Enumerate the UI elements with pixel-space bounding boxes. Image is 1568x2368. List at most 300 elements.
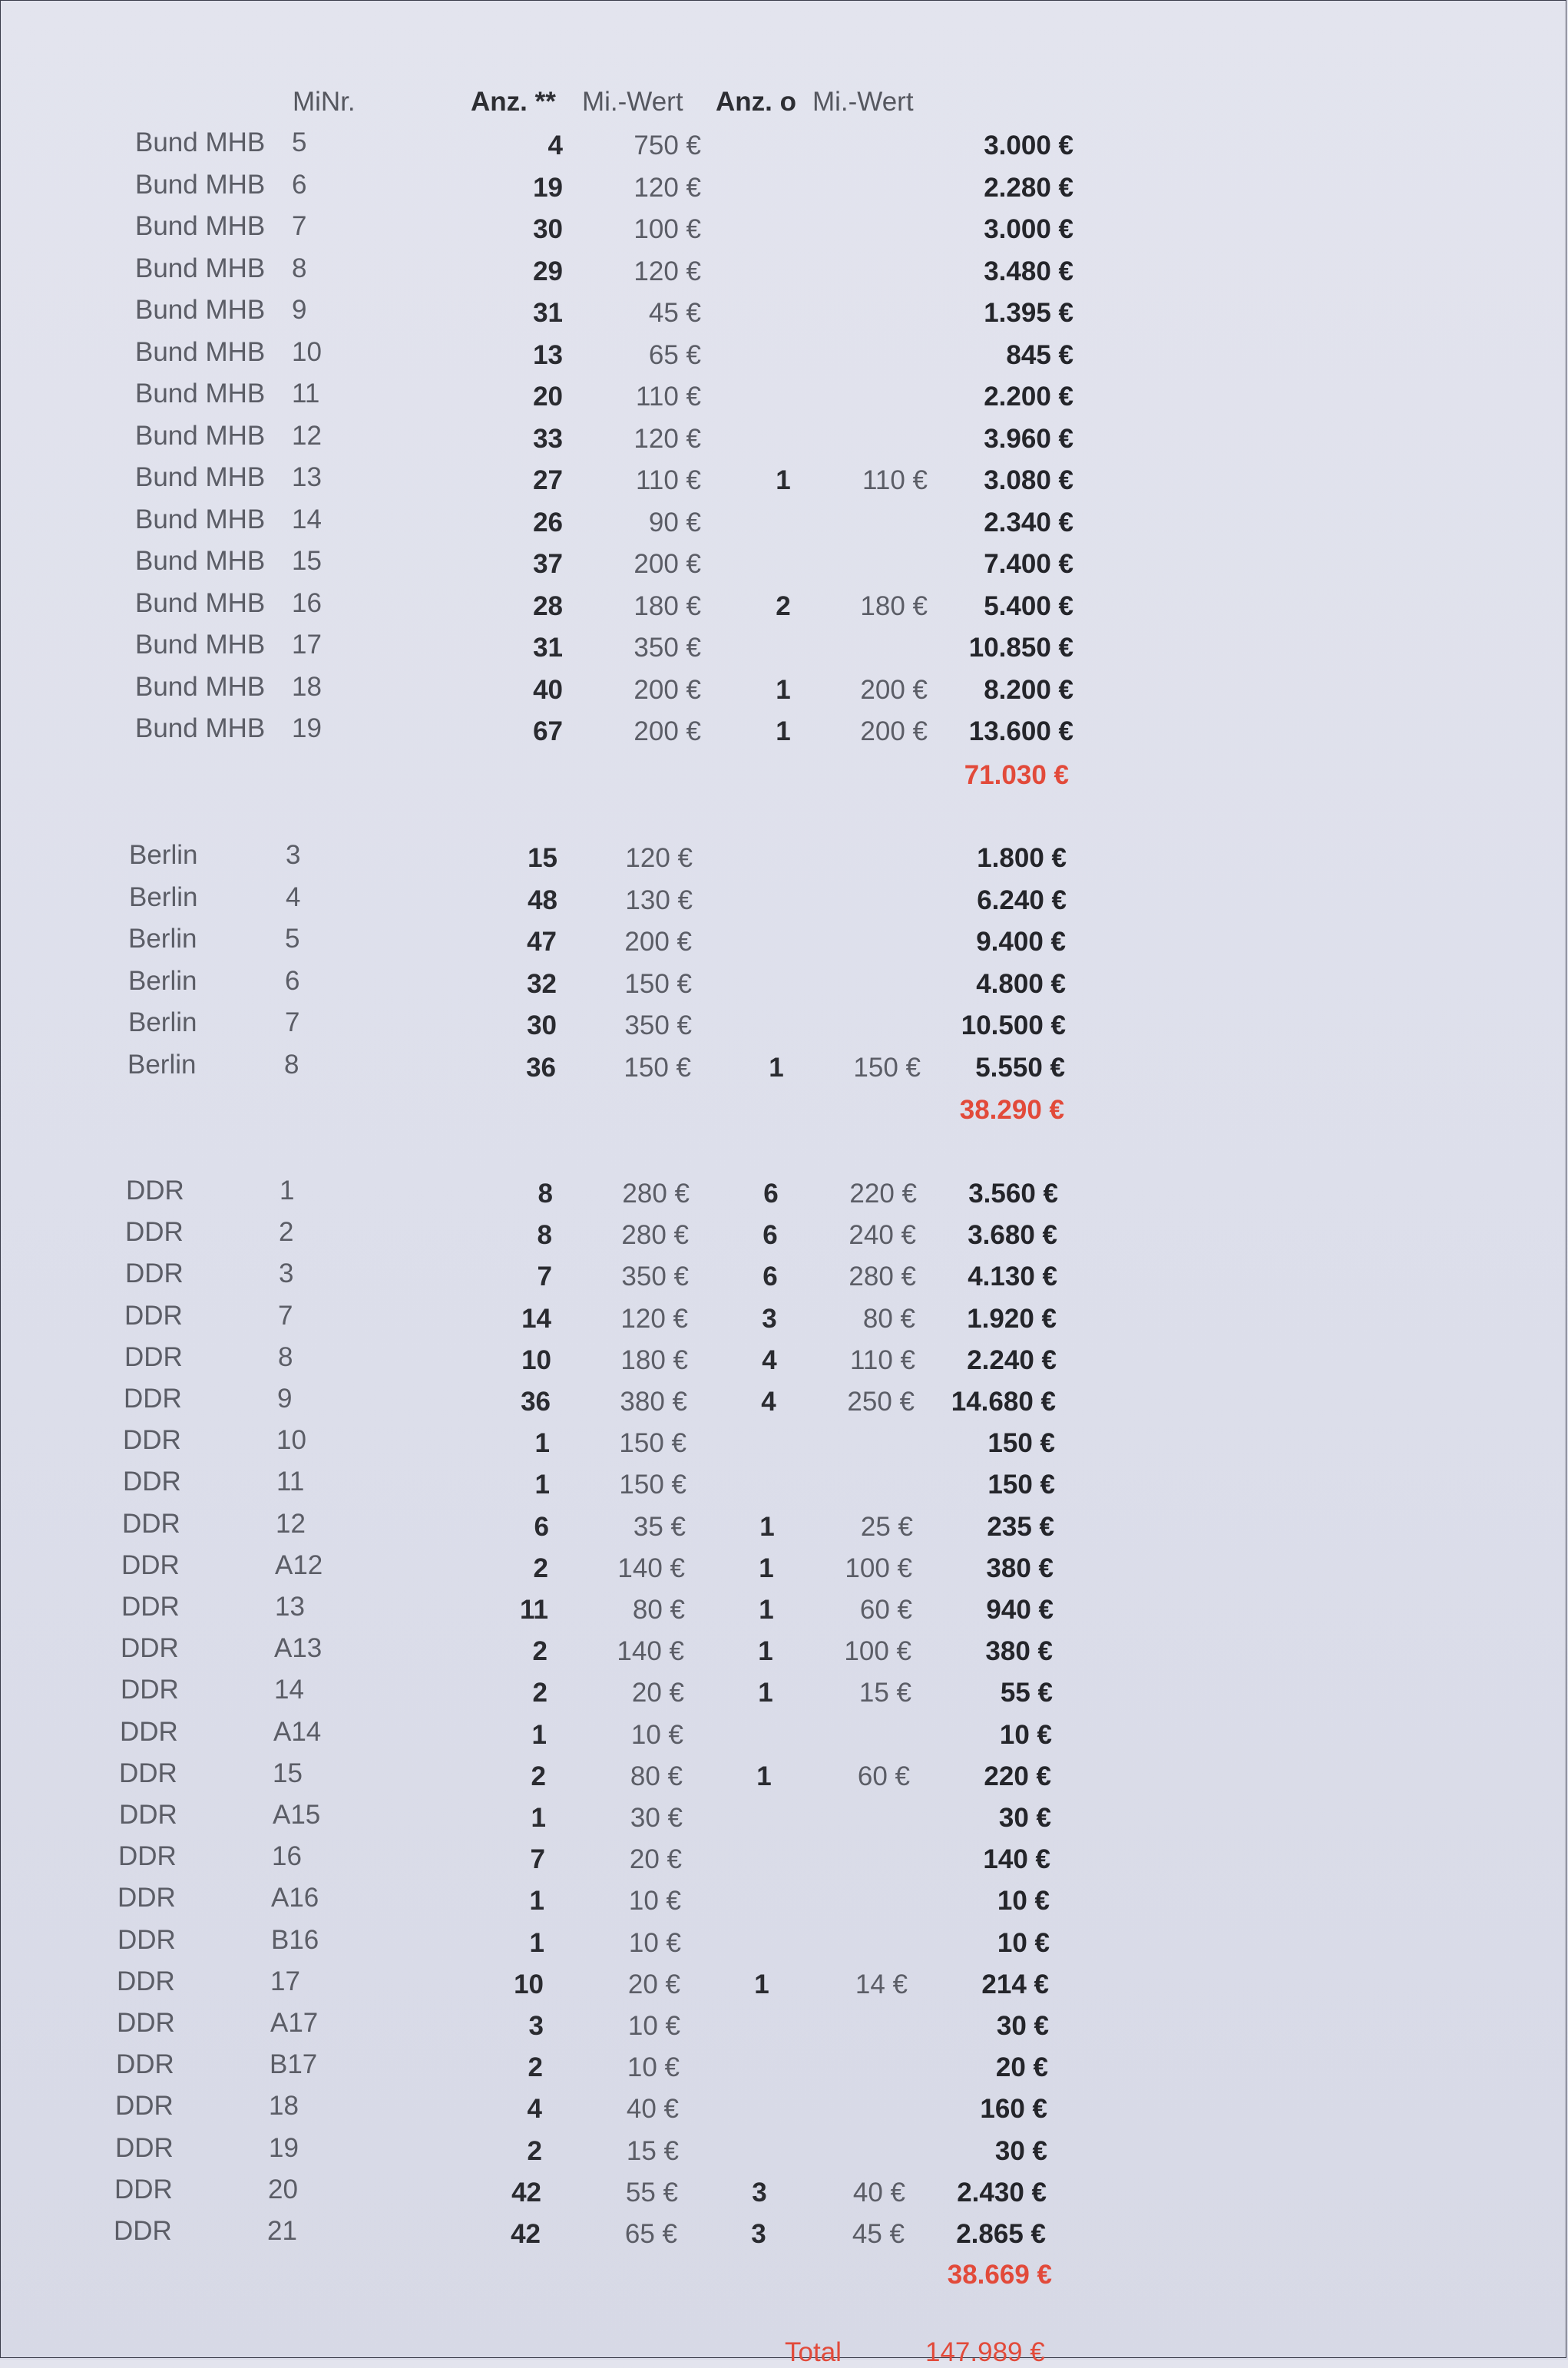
row-minr: 13: [292, 462, 322, 492]
row-total: 2.865 €: [956, 2219, 1046, 2249]
row-minr: 18: [269, 2091, 299, 2121]
row-category: Berlin: [129, 882, 198, 912]
row-total: 1.395 €: [984, 298, 1073, 328]
row-category: Berlin: [129, 840, 198, 870]
row-category: Bund MHB: [135, 127, 266, 157]
row-total: 4.130 €: [968, 1262, 1057, 1291]
row-category: Berlin: [128, 1007, 197, 1037]
row-total: 235 €: [987, 1512, 1054, 1542]
row-mi-wert-2: 14 €: [855, 1969, 908, 1999]
row-anz-postfrisch: 67: [533, 716, 563, 746]
row-mi-wert-2: 110 €: [850, 1345, 915, 1375]
row-mi-wert: 150 €: [624, 1053, 691, 1083]
row-mi-wert: 10 €: [628, 1928, 681, 1958]
row-mi-wert: 180 €: [633, 591, 701, 621]
row-category: Berlin: [128, 924, 197, 954]
row-category: DDR: [125, 1217, 184, 1247]
row-minr: B16: [271, 1925, 319, 1955]
row-mi-wert-2: 200 €: [860, 675, 928, 705]
row-mi-wert: 350 €: [621, 1262, 689, 1291]
row-anz-postfrisch: 13: [533, 340, 563, 370]
table-row: [0, 1839, 1050, 1880]
row-category: Bund MHB: [135, 295, 266, 325]
row-mi-wert-2: 40 €: [852, 2178, 905, 2208]
row-mi-wert-2: 15 €: [858, 1678, 911, 1708]
table-row: [0, 2089, 1047, 2130]
row-anz-gestempelt: 1: [758, 1636, 773, 1666]
row-category: DDR: [126, 1176, 184, 1205]
row-mi-wert: 20 €: [627, 1969, 680, 1999]
row-anz-gestempelt: 4: [761, 1387, 776, 1417]
row-anz-gestempelt: 1: [776, 465, 791, 495]
header-anz-gestempelt: Anz. o: [716, 87, 796, 117]
row-category: DDR: [121, 1675, 179, 1705]
row-anz-postfrisch: 4: [527, 2094, 542, 2124]
row-anz-gestempelt: 6: [762, 1262, 778, 1291]
row-minr: 3: [286, 840, 301, 870]
row-category: DDR: [125, 1258, 184, 1288]
row-minr: 5: [285, 924, 300, 954]
row-total: 10 €: [997, 1886, 1050, 1916]
table-row: [0, 921, 1066, 963]
row-total: 220 €: [984, 1761, 1051, 1791]
row-total: 1.920 €: [967, 1304, 1057, 1334]
row-anz-postfrisch: 3: [528, 2011, 544, 2041]
row-mi-wert: 180 €: [620, 1345, 688, 1375]
row-total: 940 €: [986, 1595, 1054, 1625]
row-total: 214 €: [981, 1969, 1049, 1999]
row-total: 2.240 €: [967, 1345, 1057, 1375]
row-minr: 12: [276, 1509, 306, 1539]
row-minr: A17: [270, 2008, 319, 2038]
row-anz-gestempelt: 3: [762, 1304, 777, 1334]
row-minr: A13: [274, 1633, 323, 1663]
row-minr: 18: [292, 672, 322, 702]
row-minr: 6: [285, 966, 300, 996]
row-minr: 8: [292, 253, 307, 283]
row-total: 20 €: [995, 2052, 1048, 2082]
header-mi-wert: Mi.-Wert: [582, 87, 683, 117]
row-anz-postfrisch: 2: [532, 1678, 547, 1708]
row-total: 4.800 €: [976, 969, 1066, 999]
table-row: [0, 460, 1073, 501]
row-category: Bund MHB: [135, 504, 266, 534]
grand-total-label: Total: [785, 2337, 842, 2367]
table-row: [0, 1923, 1050, 1964]
row-mi-wert-2: 60 €: [859, 1595, 912, 1625]
row-minr: A12: [275, 1550, 323, 1580]
row-total: 30 €: [994, 2136, 1047, 2166]
table-row: [0, 670, 1073, 711]
row-mi-wert-2: 60 €: [857, 1761, 910, 1791]
table-row: [0, 1381, 1056, 1423]
row-anz-postfrisch: 36: [526, 1053, 556, 1083]
row-mi-wert: 90 €: [648, 508, 701, 537]
row-total: 6.240 €: [977, 885, 1067, 915]
row-minr: 7: [292, 211, 307, 241]
row-category: Bund MHB: [135, 630, 266, 660]
table-row: [0, 125, 1073, 167]
row-mi-wert: 80 €: [630, 1761, 683, 1791]
grand-total-value: 147.989 €: [925, 2337, 1045, 2367]
row-category: Bund MHB: [135, 170, 266, 200]
row-total: 10 €: [999, 1720, 1052, 1750]
row-total: 3.680 €: [968, 1220, 1057, 1250]
row-total: 13.600 €: [968, 716, 1073, 746]
row-mi-wert: 110 €: [636, 382, 701, 412]
row-mi-wert-2: 110 €: [862, 465, 928, 495]
row-mi-wert: 45 €: [648, 298, 701, 328]
table-row: [0, 627, 1073, 669]
row-anz-postfrisch: 31: [533, 633, 563, 663]
row-anz-gestempelt: 1: [776, 675, 791, 705]
row-anz-postfrisch: 42: [511, 2219, 541, 2249]
row-mi-wert: 140 €: [617, 1553, 685, 1583]
row-minr: 20: [268, 2175, 298, 2204]
table-row: [0, 1715, 1052, 1756]
row-anz-gestempelt: 1: [759, 1512, 775, 1542]
table-row: [0, 838, 1067, 879]
table-row: [0, 2214, 1046, 2255]
row-mi-wert: 10 €: [627, 2052, 680, 2082]
row-mi-wert: 110 €: [636, 465, 701, 495]
row-mi-wert: 200 €: [633, 716, 701, 746]
row-mi-wert-2: 150 €: [853, 1053, 921, 1083]
row-mi-wert: 120 €: [625, 843, 693, 873]
table-row: [0, 1215, 1057, 1256]
table-row: [0, 1298, 1057, 1340]
row-total: 150 €: [987, 1470, 1055, 1500]
row-mi-wert-2: 45 €: [852, 2219, 905, 2249]
row-mi-wert: 35 €: [633, 1512, 686, 1542]
table-row: [0, 1589, 1054, 1631]
table-row: [0, 251, 1073, 293]
row-category: Bund MHB: [135, 588, 266, 618]
table-row: [0, 711, 1073, 752]
row-minr: 16: [292, 588, 322, 618]
row-anz-gestempelt: 3: [752, 2178, 767, 2208]
row-category: Bund MHB: [135, 253, 266, 283]
row-category: DDR: [124, 1301, 183, 1331]
row-minr: 10: [292, 337, 322, 367]
row-mi-wert: 120 €: [633, 173, 701, 203]
row-category: DDR: [119, 1800, 177, 1830]
row-anz-postfrisch: 2: [527, 2136, 542, 2166]
row-anz-postfrisch: 10: [514, 1969, 544, 1999]
row-anz-postfrisch: 32: [527, 969, 557, 999]
row-category: DDR: [117, 1883, 176, 1913]
row-anz-postfrisch: 2: [532, 1636, 547, 1666]
row-mi-wert: 20 €: [629, 1844, 682, 1874]
section-subtotal: 71.030 €: [964, 760, 1069, 790]
row-anz-postfrisch: 6: [534, 1512, 549, 1542]
row-mi-wert-2: 100 €: [845, 1553, 912, 1583]
row-mi-wert: 150 €: [619, 1470, 686, 1500]
row-mi-wert: 120 €: [620, 1304, 688, 1334]
header-minr: MiNr.: [293, 87, 356, 117]
table-row: [0, 502, 1073, 544]
row-mi-wert: 10 €: [628, 1886, 681, 1916]
row-category: Berlin: [127, 1050, 197, 1080]
row-mi-wert: 130 €: [625, 885, 693, 915]
row-mi-wert-2: 200 €: [860, 716, 928, 746]
row-anz-gestempelt: 1: [754, 1969, 769, 1999]
row-mi-wert: 280 €: [622, 1179, 690, 1209]
row-mi-wert: 40 €: [626, 2094, 679, 2124]
table-row: [0, 2047, 1048, 2089]
row-minr: 5: [292, 127, 307, 157]
row-mi-wert-2: 180 €: [860, 591, 928, 621]
table-row: [0, 1797, 1051, 1839]
row-category: DDR: [121, 1550, 180, 1580]
row-anz-postfrisch: 30: [527, 1010, 557, 1040]
row-total: 2.280 €: [984, 173, 1073, 203]
table-row: [0, 1423, 1055, 1464]
header-anz-postfrisch: Anz. **: [471, 87, 556, 117]
row-anz-postfrisch: 40: [533, 675, 563, 705]
row-mi-wert: 380 €: [620, 1387, 687, 1417]
row-total: 140 €: [983, 1844, 1050, 1874]
row-mi-wert: 10 €: [630, 1720, 683, 1750]
row-anz-gestempelt: 1: [769, 1053, 784, 1083]
row-category: DDR: [123, 1425, 181, 1455]
row-minr: 14: [292, 504, 322, 534]
row-mi-wert: 200 €: [633, 675, 701, 705]
row-mi-wert: 120 €: [633, 256, 701, 286]
row-mi-wert: 20 €: [631, 1678, 684, 1708]
row-total: 2.200 €: [984, 382, 1073, 412]
row-category: DDR: [124, 1342, 183, 1372]
row-minr: A15: [273, 1800, 321, 1830]
row-minr: A16: [271, 1883, 319, 1913]
row-anz-gestempelt: 6: [763, 1179, 779, 1209]
row-category: Bund MHB: [135, 421, 266, 451]
row-total: 10.500 €: [961, 1010, 1066, 1040]
row-total: 5.550 €: [975, 1053, 1065, 1083]
row-total: 3.480 €: [984, 256, 1073, 286]
row-anz-postfrisch: 26: [533, 508, 563, 537]
row-minr: 9: [277, 1384, 293, 1414]
row-total: 2.340 €: [984, 508, 1073, 537]
table-row: [0, 586, 1073, 627]
row-anz-postfrisch: 28: [533, 591, 563, 621]
row-category: Bund MHB: [135, 546, 266, 576]
row-total: 55 €: [1000, 1678, 1053, 1708]
row-category: DDR: [117, 1966, 175, 1996]
row-category: Bund MHB: [135, 337, 266, 367]
row-minr: 17: [292, 630, 322, 660]
row-total: 30 €: [998, 1803, 1051, 1833]
table-row: [0, 1756, 1051, 1797]
row-minr: B17: [270, 2049, 318, 2079]
row-minr: 13: [275, 1592, 305, 1622]
table-row: [0, 1005, 1066, 1047]
row-anz-postfrisch: 48: [528, 885, 557, 915]
row-mi-wert: 200 €: [624, 927, 692, 957]
row-total: 9.400 €: [976, 927, 1066, 957]
table-row: [0, 209, 1073, 250]
row-mi-wert-2: 280 €: [849, 1262, 916, 1291]
row-category: DDR: [117, 2008, 175, 2038]
row-minr: 15: [273, 1758, 303, 1788]
row-anz-gestempelt: 1: [758, 1678, 773, 1708]
section-subtotal: 38.290 €: [959, 1095, 1064, 1125]
table-row: [0, 1548, 1054, 1589]
row-mi-wert: 750 €: [633, 131, 701, 160]
table-row: [0, 1880, 1050, 1922]
row-anz-postfrisch: 15: [528, 843, 557, 873]
table-row: [0, 418, 1073, 460]
row-total: 150 €: [987, 1428, 1055, 1458]
row-anz-postfrisch: 14: [521, 1304, 551, 1334]
row-minr: 8: [278, 1342, 293, 1372]
row-category: DDR: [114, 2216, 172, 2246]
row-category: DDR: [121, 1592, 180, 1622]
row-total: 7.400 €: [984, 549, 1073, 579]
row-mi-wert: 10 €: [627, 2011, 680, 2041]
row-total: 3.000 €: [984, 214, 1073, 244]
row-minr: 11: [276, 1467, 305, 1497]
row-anz-postfrisch: 19: [533, 173, 563, 203]
table-row: [0, 293, 1073, 334]
row-total: 5.400 €: [984, 591, 1073, 621]
row-mi-wert: 65 €: [624, 2219, 677, 2249]
row-category: DDR: [116, 2049, 174, 2079]
row-total: 3.000 €: [984, 131, 1073, 160]
row-anz-postfrisch: 1: [529, 1928, 544, 1958]
row-anz-postfrisch: 20: [533, 382, 563, 412]
row-mi-wert-2: 240 €: [849, 1220, 916, 1250]
row-anz-postfrisch: 1: [531, 1720, 547, 1750]
row-anz-gestempelt: 2: [776, 591, 791, 621]
row-total: 160 €: [980, 2094, 1047, 2124]
row-anz-gestempelt: 1: [756, 1761, 772, 1791]
row-anz-postfrisch: 1: [531, 1803, 546, 1833]
row-category: DDR: [119, 1758, 177, 1788]
row-total: 2.430 €: [957, 2178, 1047, 2208]
row-anz-postfrisch: 2: [531, 1761, 546, 1791]
row-anz-gestempelt: 6: [762, 1220, 778, 1250]
row-mi-wert: 120 €: [633, 424, 701, 454]
row-mi-wert-2: 100 €: [844, 1636, 911, 1666]
row-anz-postfrisch: 2: [528, 2052, 543, 2082]
row-minr: 3: [279, 1258, 294, 1288]
table-row: [0, 1506, 1054, 1548]
row-anz-gestempelt: 1: [759, 1553, 774, 1583]
header-mi-wert-2: Mi.-Wert: [812, 87, 914, 117]
row-category: DDR: [123, 1467, 181, 1497]
row-minr: 21: [267, 2216, 297, 2246]
row-anz-postfrisch: 8: [537, 1220, 552, 1250]
row-anz-postfrisch: 47: [527, 927, 557, 957]
row-mi-wert: 350 €: [633, 633, 701, 663]
row-anz-postfrisch: 10: [521, 1345, 551, 1375]
row-anz-postfrisch: 29: [533, 256, 563, 286]
table-row: [0, 1047, 1065, 1089]
row-minr: 7: [285, 1007, 300, 1037]
row-anz-postfrisch: 8: [538, 1179, 553, 1209]
row-mi-wert: 30 €: [630, 1803, 683, 1833]
table-row: [0, 1631, 1053, 1672]
row-minr: 16: [272, 1841, 302, 1871]
row-anz-postfrisch: 30: [533, 214, 563, 244]
row-anz-postfrisch: 11: [520, 1595, 548, 1625]
row-anz-postfrisch: 27: [533, 465, 563, 495]
table-row: [0, 2006, 1049, 2047]
row-anz-gestempelt: 1: [776, 716, 791, 746]
row-anz-postfrisch: 2: [533, 1553, 548, 1583]
row-anz-postfrisch: 37: [533, 549, 563, 579]
row-category: Berlin: [128, 966, 197, 996]
section-subtotal: 38.669 €: [947, 2260, 1052, 2290]
row-anz-postfrisch: 4: [547, 131, 563, 160]
row-minr: 19: [269, 2133, 299, 2163]
row-category: DDR: [117, 1925, 176, 1955]
table-row: [0, 1464, 1055, 1506]
row-total: 1.800 €: [977, 843, 1067, 873]
row-category: DDR: [115, 2133, 174, 2163]
row-anz-postfrisch: 1: [534, 1428, 550, 1458]
row-mi-wert: 80 €: [632, 1595, 685, 1625]
table-row: [0, 1256, 1057, 1298]
row-anz-postfrisch: 33: [533, 424, 563, 454]
row-anz-postfrisch: 1: [534, 1470, 550, 1500]
row-total: 3.080 €: [984, 465, 1073, 495]
row-minr: 15: [292, 546, 322, 576]
row-mi-wert-2: 80 €: [862, 1304, 915, 1334]
row-mi-wert-2: 25 €: [860, 1512, 913, 1542]
row-category: Bund MHB: [135, 211, 266, 241]
table-row: [0, 964, 1066, 1005]
row-total: 845 €: [1006, 340, 1073, 370]
row-minr: 9: [292, 295, 307, 325]
row-minr: 11: [292, 379, 320, 408]
row-total: 10.850 €: [968, 633, 1073, 663]
row-minr: 14: [274, 1675, 304, 1705]
table-row: [0, 335, 1073, 376]
row-anz-gestempelt: 1: [759, 1595, 774, 1625]
row-category: DDR: [114, 2175, 173, 2204]
row-mi-wert: 150 €: [619, 1428, 686, 1458]
row-minr: 19: [292, 713, 322, 743]
row-mi-wert: 55 €: [625, 2178, 678, 2208]
row-category: DDR: [120, 1717, 178, 1747]
row-anz-postfrisch: 1: [529, 1886, 544, 1916]
row-anz-postfrisch: 42: [511, 2178, 541, 2208]
table-row: [0, 2172, 1047, 2214]
row-category: Bund MHB: [135, 462, 266, 492]
table-row: [0, 1964, 1049, 2006]
row-mi-wert-2: 250 €: [847, 1387, 915, 1417]
row-category: DDR: [124, 1384, 182, 1414]
row-total: 10 €: [997, 1928, 1050, 1958]
row-total: 380 €: [986, 1553, 1054, 1583]
row-minr: 17: [270, 1966, 300, 1996]
row-minr: 12: [292, 421, 322, 451]
row-total: 14.680 €: [951, 1387, 1056, 1417]
table-row: [0, 880, 1067, 921]
row-mi-wert: 140 €: [617, 1636, 684, 1666]
table-row: [0, 2131, 1047, 2172]
row-anz-gestempelt: 4: [762, 1345, 777, 1375]
row-mi-wert-2: 220 €: [849, 1179, 917, 1209]
row-total: 380 €: [985, 1636, 1053, 1666]
row-anz-postfrisch: 7: [530, 1844, 545, 1874]
row-total: 3.560 €: [968, 1179, 1058, 1209]
row-mi-wert: 350 €: [624, 1010, 692, 1040]
row-minr: 7: [278, 1301, 293, 1331]
row-minr: 4: [286, 882, 301, 912]
